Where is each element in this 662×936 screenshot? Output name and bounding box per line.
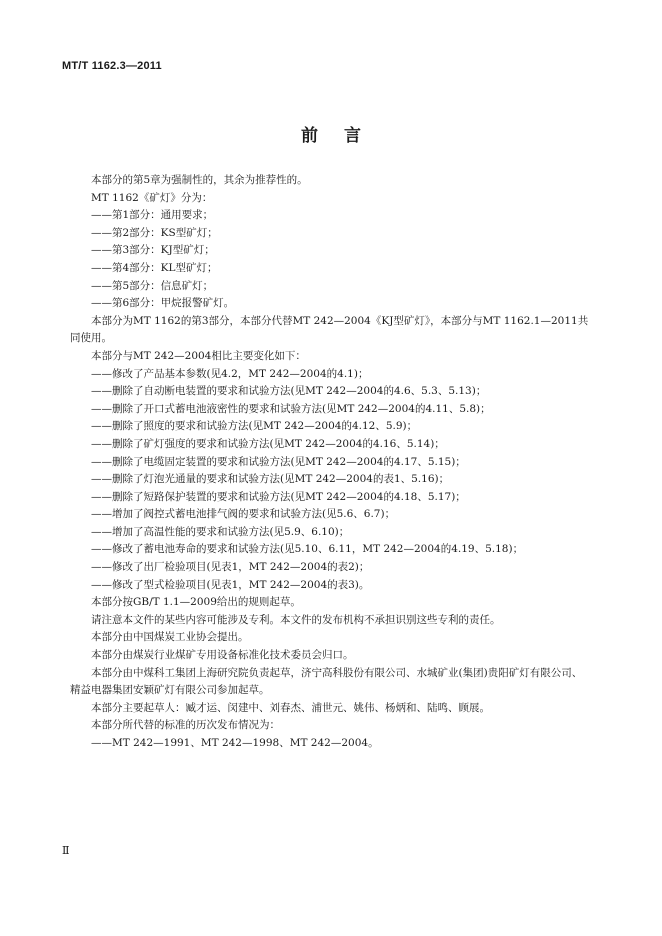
paragraph: 本部分由中煤科工集团上海研究院负责起草，济宁高科股份有限公司、水城矿业(集团)贵阳矿灯有限公司、精益电器集团安颖矿灯有限公司参加起草。 bbox=[70, 666, 583, 697]
list-item: ——第2部分：KS型矿灯； bbox=[91, 226, 218, 239]
paragraph: 本部分主要起草人：臧才运、闵建中、刘春杰、浦世元、姚伟、杨炳和、陆鸣、顾展。 bbox=[91, 701, 490, 714]
list-item: ——修改了蓄电池寿命的要求和试验方法(见5.10、6.11，MT 242—2004的4.19、5.18)； bbox=[91, 543, 524, 556]
paragraph: 本部分按GB/T 1.1—2009给出的规则起草。 bbox=[91, 596, 301, 609]
list-item: ——删除了照度的要求和试验方法(见MT 242—2004的4.12、5.9)； bbox=[91, 420, 418, 433]
list-item: ——删除了开口式蓄电池液密性的要求和试验方法(见MT 242—2004的4.11、5.8)； bbox=[91, 402, 491, 415]
paragraph: MT 1162《矿灯》分为： bbox=[91, 191, 213, 204]
list-item: ——第3部分：KJ型矿灯； bbox=[91, 244, 215, 257]
list-item: ——删除了灯泡光通量的要求和试验方法(见MT 242—2004的表1、5.16)； bbox=[91, 473, 450, 486]
list-item: ——删除了自动断电装置的要求和试验方法(见MT 242—2004的4.6、5.3、5.13)； bbox=[91, 385, 487, 398]
paragraph: 请注意本文件的某些内容可能涉及专利。本文件的发布机构不承担识别这些专利的责任。 bbox=[91, 613, 501, 626]
paragraph: 本部分由中国煤炭工业协会提出。 bbox=[91, 631, 249, 644]
paragraph: 本部分由煤炭行业煤矿专用设备标准化技术委员会归口。 bbox=[91, 649, 354, 662]
list-item: ——第6部分：甲烷报警矿灯。 bbox=[91, 297, 235, 310]
list-item: ——修改了型式检验项目(见表1，MT 242—2004的表3)。 bbox=[91, 578, 370, 591]
page-title: 前言 bbox=[301, 126, 387, 146]
foreword-body bbox=[70, 172, 590, 753]
standard-number: MT/T 1162.3—2011 bbox=[62, 60, 162, 72]
list-item: ——删除了短路保护装置的要求和试验方法(见MT 242—2004的4.18、5.17)； bbox=[91, 490, 466, 503]
list-item: ——修改了出厂检验项目(见表1，MT 242—2004的表2)； bbox=[91, 561, 370, 574]
list-item: ——删除了矿灯强度的要求和试验方法(见MT 242—2004的4.16、5.14)； bbox=[91, 437, 445, 450]
list-item: ——第1部分：通用要求； bbox=[91, 209, 214, 222]
paragraph: 本部分与MT 242—2004相比主要变化如下： bbox=[91, 349, 306, 362]
list-item: ——修改了产品基本参数(见4.2，MT 242—2004的4.1)； bbox=[91, 367, 369, 380]
paragraph: 本部分的第5章为强制性的，其余为推荐性的。 bbox=[91, 174, 308, 186]
paragraph: 本部分为MT 1162的第3部分，本部分代替MT 242—2004《KJ型矿灯》，本部分与MT 1162.1—2011共同使用。 bbox=[70, 314, 589, 345]
list-item: ——增加了阀控式蓄电池排气阀的要求和试验方法(见5.6、6.7)； bbox=[91, 508, 396, 521]
list-item: ——增加了高温性能的要求和试验方法(见5.9、6.10)； bbox=[91, 525, 350, 538]
paragraph: 本部分所代替的标准的历次发布情况为： bbox=[91, 719, 280, 732]
list-item: ——第5部分：信息矿灯； bbox=[91, 279, 214, 292]
list-item: ——删除了电缆固定装置的要求和试验方法(见MT 242—2004的4.17、5.15)； bbox=[91, 455, 466, 468]
page-number: Ⅱ bbox=[62, 844, 70, 857]
list-item: ——MT 242—1991、MT 242—1998、MT 242—2004。 bbox=[91, 737, 379, 749]
list-item: ——第4部分：KL型矿灯； bbox=[91, 261, 218, 274]
